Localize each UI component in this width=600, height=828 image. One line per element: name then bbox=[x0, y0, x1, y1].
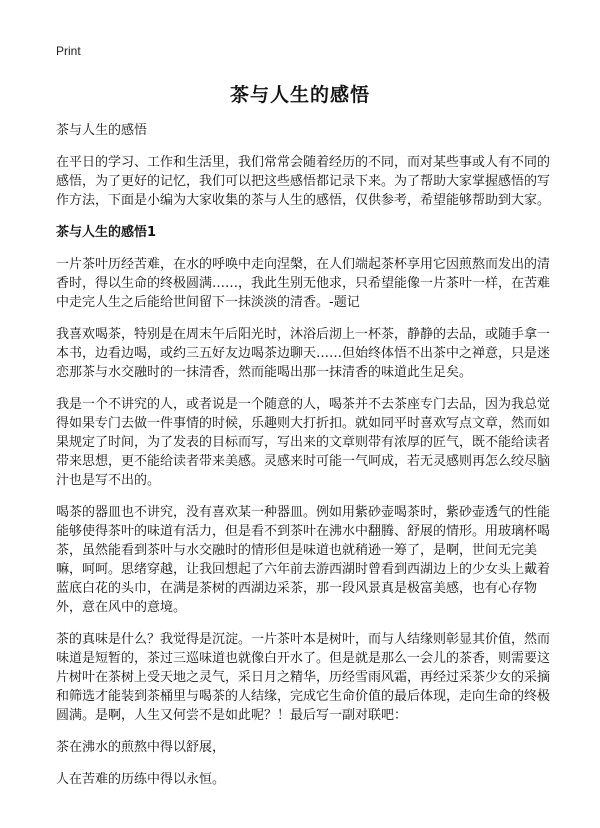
article-subtitle: 茶与人生的感悟 bbox=[56, 123, 148, 138]
intro-paragraph: 在平日的学习、工作和生活里，我们常常会随着经历的不同，而对某些事或人有不同的感悟，为了更好的记忆，我们可以把这些感悟都记录下来。为了帮助大家掌握感悟的写作方法，下面是小编为大家收集的茶与人生的感悟，仅供参考，希望能够帮助到大家。 bbox=[56, 155, 551, 208]
couplet-line-2: 人在苦难的历练中得以永恒。 bbox=[56, 772, 226, 787]
article-body bbox=[56, 121, 552, 802]
section-heading: 茶与人生的感悟1 bbox=[56, 225, 157, 240]
paragraph: 一片茶叶历经苦难，在水的呼唤中走向涅槃，在人们端起茶杯享用它因煎熬而发出的清香时，得以生命的终极圆满……，我此生别无他求，只希望能像一片茶叶一样，在苦难中走完人生之后能给世间留下一抹淡淡的清香。-题记 bbox=[56, 257, 551, 310]
couplet-line-1: 茶在沸水的煎熬中得以舒展， bbox=[56, 740, 226, 755]
paragraph: 茶的真味是什么？我觉得是沉淀。一片茶叶本是树叶，而与人结缘则彰显其价值，然而味道是短暂的，茶过三巡味道也就像白开水了。但是就是那么一会儿的茶香，则需要这片树叶在茶树上受天地之灵气，采日月之精华，历经雪雨风霜，再经过采茶少女的采摘和筛选才能装到茶桶里与喝茶的人结缘，完成它生命价值的最后体现，走向生命的终极圆满。是啊，人生又何尝不是如此呢？！最后写一副对联吧： bbox=[56, 632, 551, 723]
print-link[interactable]: Print bbox=[56, 44, 81, 58]
paragraph: 喝茶的器皿也不讲究，没有喜欢某一种器皿。例如用紫砂壶喝茶时，紫砂壶透气的性能能够使得茶叶的味道有活力，但是看不到茶叶在沸水中翻腾、舒展的情形。用玻璃杯喝茶，虽然能看到茶叶与水交融时的情形但是味道也就稍逊一筹了，是啊，世间无完美嘛，呵呵。思绪穿越，让我回想起了六年前去游西湖时曾看到西湖边上的少女头上戴着蓝底白花的头巾，在满是茶树的西湖边采茶，那一段风景真是极富美感，也有心存物外，意在风中的意境。 bbox=[56, 505, 551, 615]
page-title: 茶与人生的感悟 bbox=[229, 84, 370, 106]
paragraph: 我是一个不讲究的人，或者说是一个随意的人，喝茶并不去茶座专门去品，因为我总觉得如果专门去做一件事情的时候，乐趣则大打折扣。就如同平时喜欢写点文章，然而如果规定了时间，为了发表的目标而写，写出来的文章则带有浓厚的匠气，既不能给读者带来思想，更不能给读者带来美感。灵感来时可能一气呵成，若无灵感则再怎么绞尽脑汁也是写不出的。 bbox=[56, 397, 551, 488]
paragraph: 我喜欢喝茶，特别是在周末午后阳光时，沐浴后沏上一杯茶，静静的去品，或随手拿一本书，边看边喝，或约三五好友边喝茶边聊天……但始终体悟不出茶中之禅意，只是迷恋那茶与水交融时的一抹清香，然而能喝出那一抹清香的味道此生足矣。 bbox=[56, 327, 551, 380]
